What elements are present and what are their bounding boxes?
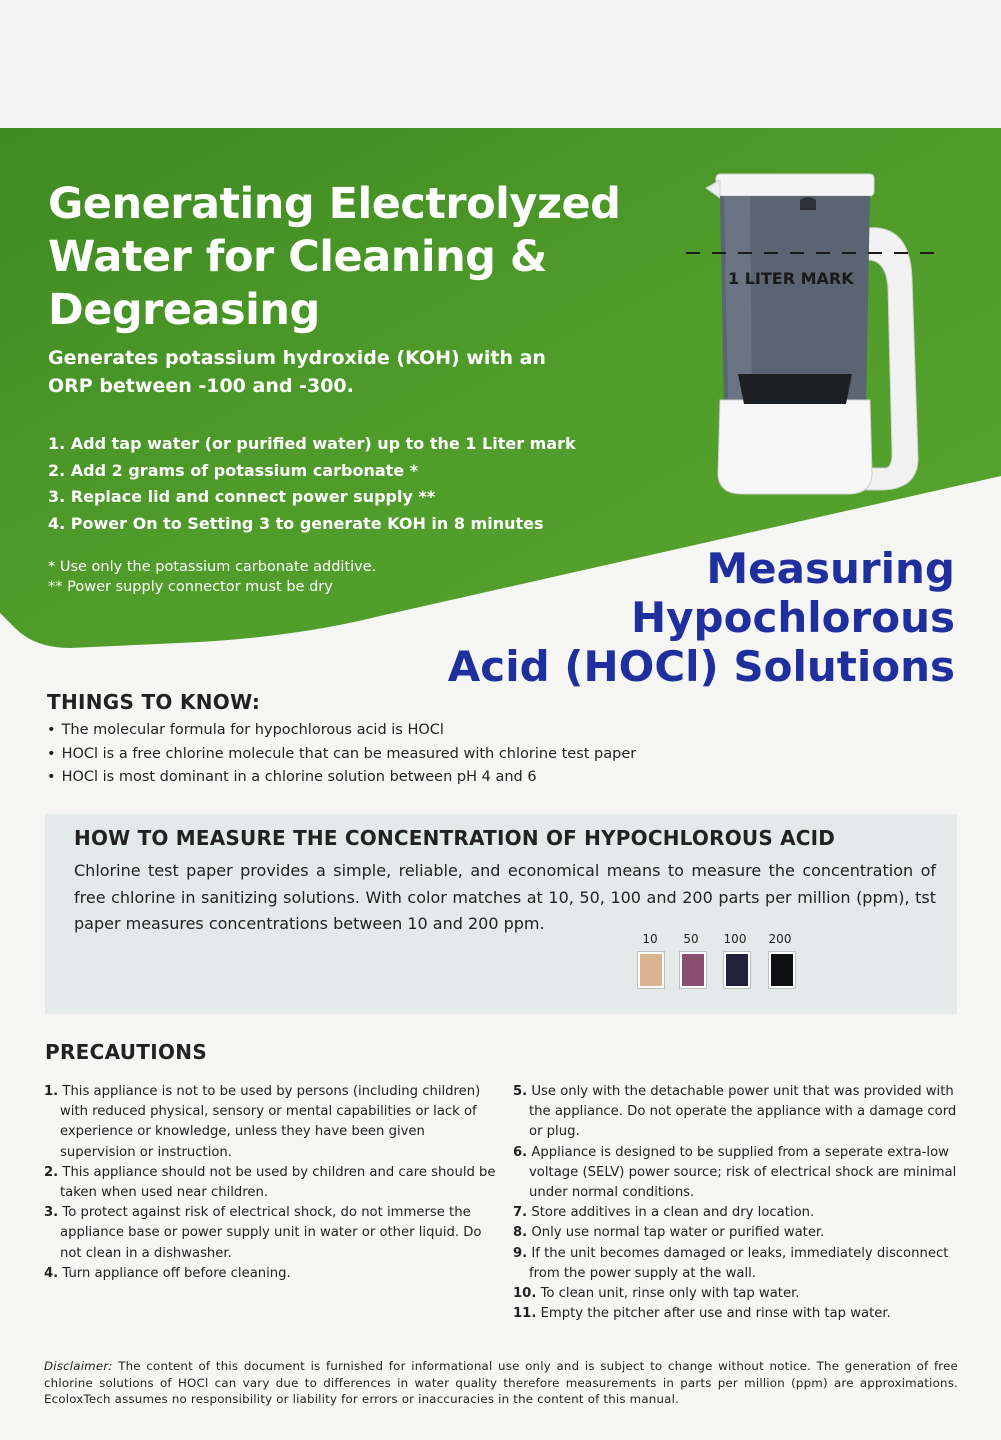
- step-item: 3. Replace lid and connect power supply **: [48, 487, 436, 506]
- swatch-label-200: 200: [768, 932, 792, 946]
- precaution-number: 2.: [44, 1164, 59, 1180]
- precaution-number: 7.: [513, 1205, 528, 1221]
- how-to-measure-text: Chlorine test paper provides a simple, reliable, and economical means to measure the concentration of free chlorine in sanitizing solutions. With color matches at 10, 50, 100 and 200 parts per million (ppm), tst paper measures concentrations between 10 and 200 ppm.: [74, 861, 936, 933]
- precaution-text: Empty the pitcher after use and rinse with tap water.: [540, 1306, 891, 1322]
- precaution-item: [513, 1223, 958, 1243]
- step-item: 2. Add 2 grams of potassium carbonate *: [48, 460, 419, 480]
- list-item: • The molecular formula for hypochlorous acid is HOCl: [47, 719, 636, 743]
- precaution-item: [44, 1082, 496, 1163]
- precaution-item: [513, 1143, 958, 1204]
- steps-list: [48, 431, 576, 537]
- precaution-text: This appliance is not to be used by persons (including children) with reduced physical, sensory or mental capabilities or lack of experience or knowledge, unless they have been given supervision or instruction.: [60, 1084, 481, 1160]
- precaution-number: 10.: [513, 1286, 537, 1302]
- top-margin: [0, 0, 1001, 128]
- precaution-text: Only use normal tap water or purified water.: [531, 1225, 825, 1241]
- step-item: 1. Add tap water (or purified water) up to the 1 Liter mark: [48, 434, 576, 453]
- precaution-item: [513, 1284, 958, 1304]
- footnote-item: ** Power supply connector must be dry: [48, 579, 333, 595]
- pitcher-image: [680, 168, 950, 508]
- color-swatch-200: [769, 952, 795, 988]
- hero-subtitle: Generates potassium hydroxide (KOH) with an ORP between -100 and -300.: [48, 347, 546, 397]
- hero-title: [48, 178, 648, 337]
- swatch-label-10: 10: [642, 932, 658, 946]
- measuring-title-line: Acid (HOCl) Solutions: [447, 642, 955, 691]
- precaution-item: [513, 1082, 958, 1143]
- precaution-text: To clean unit, rinse only with tap water.: [540, 1286, 800, 1302]
- how-to-measure-heading: HOW TO MEASURE THE CONCENTRATION OF HYPOCHLOROUS ACID: [74, 826, 836, 850]
- precautions-left-column: [44, 1082, 496, 1284]
- precaution-item: [44, 1203, 496, 1264]
- precaution-text: This appliance should not be used by children and care should be taken when used near children.: [60, 1164, 496, 1201]
- precaution-text: To protect against risk of electrical shock, do not immerse the appliance base or power supply unit in water or other liquid. Do not clean in a dishwasher.: [60, 1205, 482, 1261]
- precaution-number: 11.: [513, 1306, 537, 1322]
- step-item: 4. Power On to Setting 3 to generate KOH in 8 minutes: [48, 513, 544, 533]
- pitcher-mark-label: 1 LITER MARK: [728, 269, 854, 288]
- precaution-number: 4.: [44, 1265, 59, 1281]
- hero-title-line: Generating Electrolyzed: [48, 179, 621, 229]
- precaution-item: [513, 1304, 958, 1324]
- disclaimer-label: Disclaimer:: [44, 1359, 113, 1373]
- color-swatch-10: [638, 952, 664, 988]
- precaution-text: If the unit becomes damaged or leaks, immediately disconnect from the power supply at the wall.: [529, 1245, 949, 1281]
- precaution-text: Appliance is designed to be supplied from a seperate extra-low voltage (SELV) power source; risk of electrical shock are minimal under normal conditions.: [529, 1144, 957, 1201]
- color-swatch-100: [724, 952, 750, 988]
- precaution-item: [513, 1203, 958, 1223]
- precaution-number: 9.: [513, 1245, 528, 1261]
- footnotes: [48, 557, 376, 597]
- precaution-number: 3.: [44, 1205, 59, 1221]
- things-to-know-heading: THINGS TO KNOW:: [47, 690, 261, 714]
- measuring-title-line: Measuring: [706, 544, 955, 593]
- footnote-item: * Use only the potassium carbonate additive.: [48, 559, 377, 575]
- list-item: • HOCl is a free chlorine molecule that can be measured with chlorine test paper: [47, 743, 636, 767]
- hero-title-line: Degreasing: [48, 285, 320, 335]
- swatch-label-50: 50: [683, 932, 699, 946]
- precaution-text: Store additives in a clean and dry location.: [531, 1205, 815, 1221]
- disclaimer: [44, 1358, 958, 1408]
- precaution-item: [44, 1264, 496, 1284]
- precaution-number: 1.: [44, 1084, 59, 1099]
- hero-title-line: Water for Cleaning &: [48, 232, 547, 282]
- precaution-number: 8.: [513, 1225, 528, 1241]
- precautions-right-column: [513, 1082, 958, 1324]
- things-to-know-list: [47, 719, 636, 790]
- precaution-number: 5.: [513, 1084, 528, 1099]
- list-item: • HOCl is most dominant in a chlorine solution between pH 4 and 6: [47, 766, 636, 790]
- precaution-number: 6.: [513, 1144, 528, 1160]
- measuring-title: [448, 544, 955, 691]
- measuring-title-line: Hypochlorous: [631, 593, 955, 642]
- precautions-heading: PRECAUTIONS: [45, 1040, 208, 1064]
- color-swatch-50: [680, 952, 706, 988]
- swatch-label-100: 100: [723, 932, 747, 946]
- precaution-text: Use only with the detachable power unit that was provided with the appliance. Do not operate the appliance with a damage cord or plug.: [529, 1084, 957, 1140]
- precaution-item: [513, 1244, 958, 1284]
- precaution-text: Turn appliance off before cleaning.: [62, 1265, 291, 1281]
- disclaimer-text: The content of this document is furnished for informational use only and is subject to change without notice. The generation of free chlorine solutions of HOCl can vary due to differences in water quality therefore measurements in parts per million (ppm) are approximations. EcoloxTech assumes no responsibility or liability for errors or inaccuracies in the content of this manual.: [44, 1359, 959, 1406]
- precaution-item: [44, 1163, 496, 1203]
